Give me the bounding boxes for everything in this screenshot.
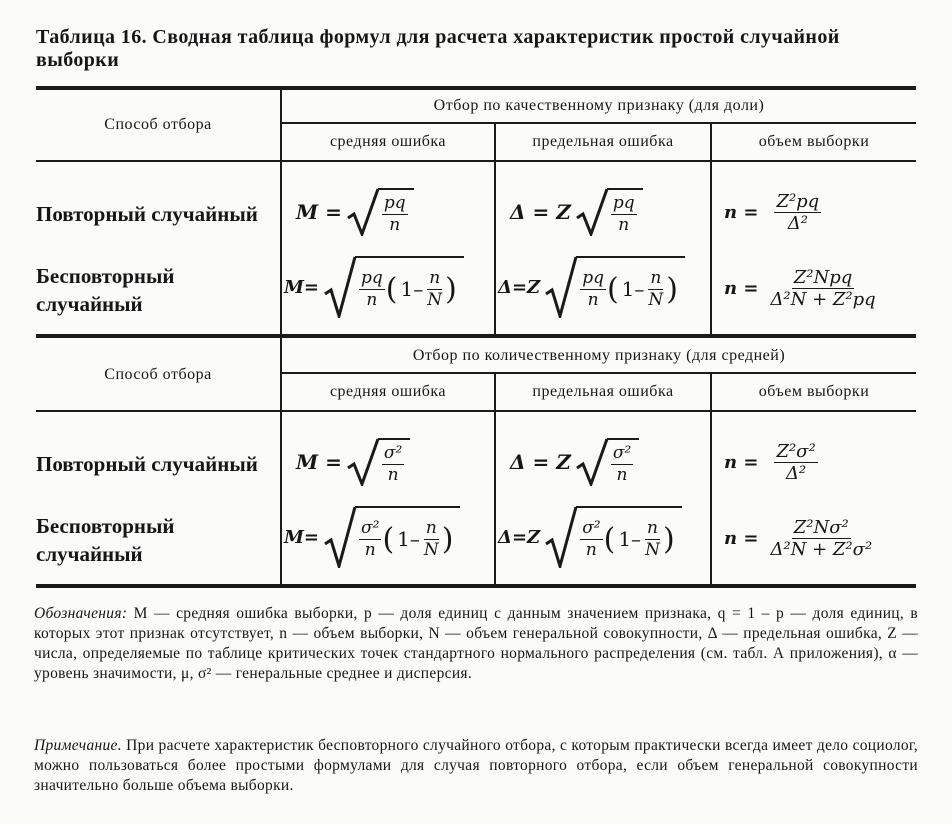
denominator: Δ² [787,212,808,234]
formula-nonrepeat-mean [284,504,460,570]
denominator: n [587,289,599,310]
section-divider-rule [36,334,916,338]
fraction [768,518,874,559]
header-bottom-rule [36,160,916,162]
denominator: n [387,464,399,485]
formula-lhs: Δ=Z [498,526,541,548]
numerator: pq [383,192,406,213]
formula-lhs: M= [284,526,320,548]
header-bottom-rule [36,410,916,412]
fraction [359,519,381,560]
col-limit-error: предельная ошибка [532,133,674,150]
denominator: N [423,539,439,560]
formula-lhs: n = [724,527,759,549]
fraction [611,444,633,485]
row-label-repeat: Повторный случайный [36,202,258,226]
row-label-nonrepeat: Бесповторный случайный [36,514,175,566]
sqrt-sign: $\frac{pq}{n}$ ( 1– $\frac{n}{N}$ ) [323,256,464,318]
denominator: n [366,289,378,310]
formula-lhs: M= [284,276,320,298]
fraction [774,442,817,483]
remark-text: При расчете характеристик бесповторного случайного отбора, с которым практически всегда имеет дело социолог, можно пользоваться более простыми формулами для случая повторного отбора, если объем генеральной совокупности значительно больше объема выборки. [34,737,918,794]
remark-paragraph [34,736,918,796]
denominator: N [648,289,664,310]
numerator: σ² [582,517,601,538]
denominator: N [427,289,443,310]
fraction [359,269,385,310]
formula-lhs: Δ = Z [510,200,571,224]
col-mean-error: средняя ошибка [329,133,447,150]
formula-repeat-size [724,436,818,488]
one-minus: 1– [397,527,420,551]
formula-repeat-size [724,186,821,238]
formula-nonrepeat-mean [284,254,464,320]
fraction [580,269,606,310]
numerator: pq [582,267,604,288]
formula-repeat-mean [296,436,410,488]
denominator: n [364,539,376,560]
sqrt-sign: $\frac{\text{σ²}}{n}$ ( 1– $\frac{n}{N}$ ) [544,506,681,568]
sqrt-sign [346,438,410,486]
legend-text: M — средняя ошибка выборки, p — доля единиц с данным значением признака, q = 1 – p — доля единиц, в которых этот признак отсутствует, n — объем выборки, N — объем генеральной совокупности, Δ — предельная ошибка, Z — числа, определяемые по таблице критических точек стандартного нормального распределения (см. табл. А приложения), α — уровень значимости, μ, σ² — генеральные среднее и дисперсия. [34,605,918,682]
fraction [580,519,602,560]
col-sample-size: объем выборки [758,133,870,150]
numerator: n [425,517,437,538]
one-minus: 1– [618,527,642,551]
denominator: Δ²N + Z²pq [770,288,876,310]
denominator: n [585,539,597,560]
fraction [382,194,408,235]
fraction [768,268,877,309]
formula-lhs: n = [724,451,759,473]
denominator: N [645,539,660,560]
numerator: pq [361,267,383,288]
numerator: pq [612,192,635,213]
group-header-quality: Отбор по качественному признаку (для доли) [433,97,765,114]
formula-nonrepeat-limit [498,254,685,320]
table-title: Таблица 16. Сводная таблица формул для расчета характеристик простой случайной выборки [36,26,840,71]
numerator: Z²pq [776,190,820,212]
sqrt-sign: $\frac{pq}{n}$ ( 1– $\frac{n}{N}$ ) [544,256,685,318]
row-label-repeat: Повторный случайный [36,452,258,476]
ratio-fraction [422,519,441,560]
formula-repeat-mean [296,186,414,238]
remark-label: Примечание. [34,737,122,754]
sqrt-sign [346,188,414,236]
denominator: Δ²N + Z²σ² [770,538,873,560]
one-minus: 1– [400,277,424,301]
method-header: Способ отбора [104,116,212,133]
formula-repeat-limit [510,436,639,488]
col-mean-error: средняя ошибка [329,383,447,400]
formula-lhs: Δ = Z [510,450,571,474]
formula-lhs: M = [296,450,342,474]
group-header-quantity: Отбор по количественному признаку (для средней) [412,347,786,364]
numerator: σ² [361,517,380,538]
numerator: Z²Npq [793,266,853,288]
numerator: σ² [383,442,403,463]
sqrt-sign: $\frac{\text{σ²}}{n}$ ( 1– $\frac{n}{N}$ ) [323,506,460,568]
legend-label: Обозначения: [34,605,128,622]
formula-lhs: n = [724,277,759,299]
numerator: n [647,517,658,538]
formula-lhs: Δ=Z [498,276,541,298]
method-header: Способ отбора [104,366,212,383]
numerator: Z²Nσ² [793,516,849,538]
denominator: n [389,214,401,235]
fraction [611,194,637,235]
ratio-fraction [643,519,662,560]
numerator: n [650,267,662,288]
col-sample-size: объем выборки [758,383,870,400]
numerator: n [429,267,441,288]
denominator: Δ² [785,462,807,484]
formula-nonrepeat-size [724,512,874,564]
ratio-fraction [646,269,665,310]
fraction [382,444,404,485]
formula-nonrepeat-size [724,262,878,314]
formula-lhs: n = [724,201,759,223]
formula-repeat-limit [510,186,643,238]
formula-nonrepeat-limit [498,504,682,570]
row-label-nonrepeat: Бесповторный случайный [36,264,175,316]
legend-paragraph [34,604,918,684]
table-bottom-rule [36,584,916,588]
numerator: Z²σ² [776,440,816,462]
sqrt-sign [575,438,639,486]
denominator: n [618,214,630,235]
ratio-fraction [425,269,444,310]
fraction [774,192,821,233]
one-minus: 1– [621,277,645,301]
sqrt-sign [575,188,643,236]
numerator: σ² [612,442,632,463]
denominator: n [616,464,628,485]
formula-lhs: M = [296,200,342,224]
col-limit-error: предельная ошибка [532,383,674,400]
